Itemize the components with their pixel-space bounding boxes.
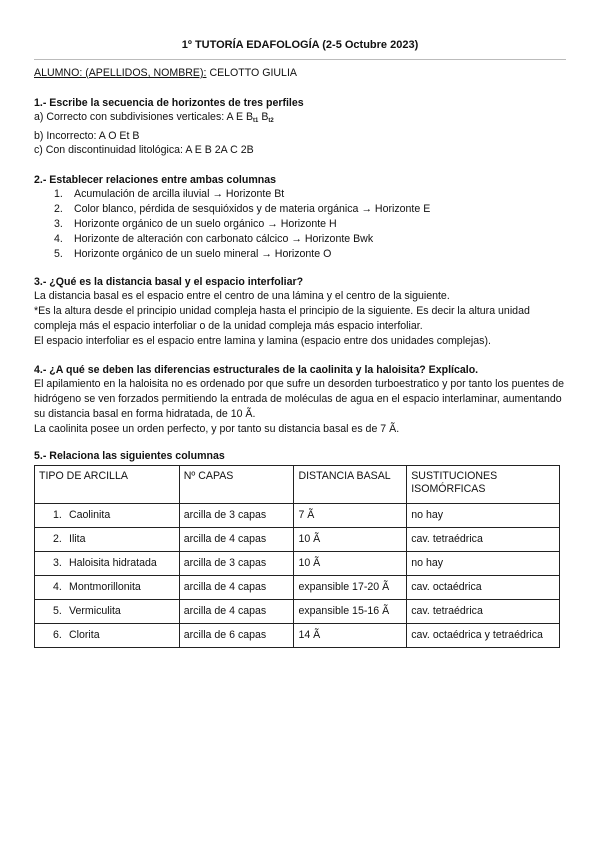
cell-tipo: [35, 527, 180, 551]
tipo-text: Caolinita: [69, 509, 111, 522]
cell-capas: arcilla de 3 capas: [179, 503, 294, 527]
table-row: [35, 623, 560, 647]
list-item: [34, 187, 566, 202]
table-row: [35, 503, 560, 527]
item-text: Color blanco, pérdida de sesquióxidos y de materia orgánica → Horizonte E: [74, 202, 431, 215]
tipo-text: Montmorillonita: [69, 581, 141, 594]
table-row: [35, 551, 560, 575]
cell-tipo: [35, 623, 180, 647]
item-text: Acumulación de arcilla iluvial → Horizonte Bt: [74, 187, 285, 200]
item-number: 2.: [54, 202, 63, 215]
q3-title: 3.- ¿Qué es la distancia basal y el espacio interfoliar?: [34, 275, 304, 288]
cell-distancia: 10 Ã: [294, 551, 407, 575]
q3-paragraph-3: El espacio interfoliar es el espacio entre lamina y lamina (espacio entre dos unidades complejas).: [34, 334, 491, 347]
cell-sustituciones: cav. tetraédrica: [407, 527, 560, 551]
q5-title: 5.- Relaciona las siguientes columnas: [34, 449, 225, 462]
q3-paragraph-2: *Es la altura desde el principio unidad compleja hasta el principio de la siguiente. Es decir la altura unidad compleja más el espacio interfoliar o de la unidad compleja más espacio interfoliar.: [34, 304, 530, 332]
q4-paragraph-1: El apilamiento en la haloisita no es ordenado por que sufre un desorden turboestratico y por tanto los puentes de hidrógeno se ven forzados permitiendo la entrada de moléculas de agua en el espacio interlaminar, aumentando su distancia basal en forma hidratada, de 10 Ã.: [34, 377, 565, 420]
cell-capas: arcilla de 4 capas: [179, 575, 294, 599]
title-divider: [34, 59, 566, 60]
cell-tipo: [35, 551, 180, 575]
q4-paragraph-2: La caolinita posee un orden perfecto, y por tanto su distancia basal es de 7 Ã.: [34, 422, 400, 435]
q2-list: [34, 187, 566, 262]
list-item: [34, 217, 566, 232]
q3-paragraph-1: La distancia basal es el espacio entre el centro de una lámina y el centro de la siguiente.: [34, 289, 450, 302]
cell-sustituciones: cav. octaédrica: [407, 575, 560, 599]
cell-tipo: [35, 599, 180, 623]
item-number: 1.: [54, 187, 63, 200]
item-text: Horizonte de alteración con carbonato cálcico → Horizonte Bwk: [74, 232, 374, 245]
item-text: Horizonte orgánico de un suelo orgánico → Horizonte H: [74, 217, 337, 230]
page-title: 1º TUTORÍA EDAFOLOGÍA (2-5 Octubre 2023): [181, 39, 419, 51]
cell-sustituciones: cav. tetraédrica: [407, 599, 560, 623]
row-number: 6.: [53, 629, 62, 642]
student-label: ALUMNO: (APELLIDOS, NOMBRE):: [34, 67, 207, 79]
tipo-text: Haloisita hidratada: [69, 557, 157, 570]
tipo-text: Ilita: [69, 533, 86, 546]
row-number: 2.: [53, 533, 62, 546]
cell-capas: arcilla de 6 capas: [179, 623, 294, 647]
cell-tipo: [35, 503, 180, 527]
cell-distancia: 14 Ã: [294, 623, 407, 647]
item-number: 5.: [54, 247, 63, 260]
row-number: 5.: [53, 605, 62, 618]
item-number: 4.: [54, 232, 63, 245]
table-header-row: [35, 465, 560, 503]
q1-a-text: a) Correcto con subdivisiones verticales: A E B: [34, 111, 254, 123]
header-distancia: DISTANCIA BASAL: [294, 465, 407, 503]
q2-title: 2.- Establecer relaciones entre ambas columnas: [34, 173, 277, 186]
cell-sustituciones: cav. octaédrica y tetraédrica: [407, 623, 560, 647]
q1-answer-a: [34, 110, 566, 129]
q4-title: 4.- ¿A qué se deben las diferencias estructurales de la caolinita y la haloisita? Explícalo.: [34, 363, 479, 376]
table-row: [35, 527, 560, 551]
tipo-text: Clorita: [69, 629, 100, 642]
q1-title: 1.- Escribe la secuencia de horizontes de tres perfiles: [34, 97, 304, 109]
q1-a-sub2: t2: [268, 118, 274, 124]
cell-distancia: 10 Ã: [294, 527, 407, 551]
cell-sustituciones: no hay: [407, 503, 560, 527]
header-sustituciones: SUSTITUCIONES ISOMÓRFICAS: [407, 465, 560, 503]
cell-distancia: 7 Ã: [294, 503, 407, 527]
q1-answer-c: c) Con discontinuidad litológica: A E B 2A C 2B: [34, 144, 254, 157]
q1-answer-b: b) Incorrecto: A O Et B: [34, 129, 140, 142]
row-number: 1.: [53, 509, 62, 522]
table-row: [35, 575, 560, 599]
q1-a-mid: B: [261, 111, 269, 123]
header-tipo: TIPO DE ARCILLA: [35, 465, 180, 503]
item-number: 3.: [54, 217, 63, 230]
document-page: [34, 0, 566, 648]
list-item: [34, 232, 566, 247]
cell-capas: arcilla de 4 capas: [179, 527, 294, 551]
cell-tipo: [35, 575, 180, 599]
item-text: Horizonte orgánico de un suelo mineral → Horizonte O: [74, 247, 332, 260]
row-number: 4.: [53, 581, 62, 594]
row-number: 3.: [53, 557, 62, 570]
q1-a-sub1: t1: [253, 118, 259, 124]
student-line: [34, 66, 566, 80]
table-row: [35, 599, 560, 623]
cell-capas: arcilla de 3 capas: [179, 551, 294, 575]
cell-capas: arcilla de 4 capas: [179, 599, 294, 623]
clay-table: [34, 465, 560, 648]
tipo-text: Vermiculita: [69, 605, 121, 618]
cell-distancia: expansible 17-20 Ã: [294, 575, 407, 599]
header-capas: Nº CAPAS: [179, 465, 294, 503]
list-item: [34, 247, 566, 262]
student-name: CELOTTO GIULIA: [209, 67, 297, 79]
cell-sustituciones: no hay: [407, 551, 560, 575]
list-item: [34, 202, 566, 217]
cell-distancia: expansible 15-16 Ã: [294, 599, 407, 623]
